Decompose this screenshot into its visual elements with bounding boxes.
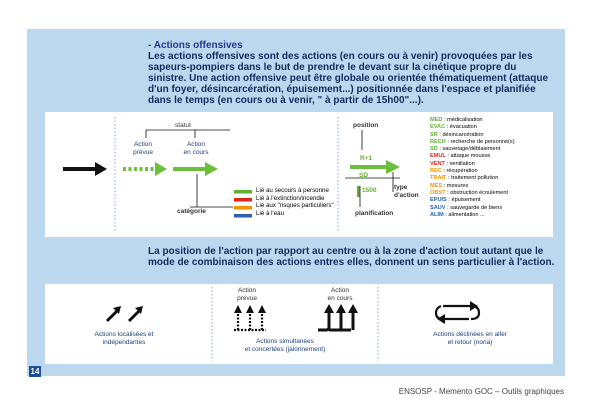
legend-item: Lié aux "risques particuliers" (256, 202, 334, 210)
action-code-item (430, 146, 555, 153)
action-code-description: : ventilation (444, 160, 475, 167)
time-marker (357, 186, 360, 197)
prevue-label (227, 287, 267, 302)
action-code-item (430, 197, 555, 204)
annotated-action-arrow-icon (350, 160, 400, 174)
statut-bracket (146, 130, 230, 138)
action-code-description: : attaque mousse (445, 153, 491, 160)
legend-item: Lié à l'eau (256, 210, 285, 218)
category-bar-blue (234, 214, 252, 218)
legend-item: Lié au secours à personne (256, 187, 329, 194)
action-code-description: : médicalisation (442, 117, 483, 123)
label-line: Action (186, 141, 206, 148)
planned-action-arrow-icon (123, 162, 167, 176)
action-code: RECH (430, 138, 446, 145)
loop-arrowhead (470, 301, 478, 311)
declinees-label (410, 331, 530, 347)
label-line: Actions simultanées (256, 338, 314, 345)
action-code-description: : désincarcération (437, 131, 484, 138)
action-code: OBST (430, 189, 446, 196)
action-code: SAUV (430, 204, 446, 211)
action-code-item (430, 190, 555, 197)
black-arrow-icon (63, 162, 107, 176)
localisees-label (74, 331, 174, 347)
action-code-description: : évacuation (445, 124, 477, 131)
label-line: Action (133, 141, 153, 148)
action-code: REC (430, 168, 442, 175)
categorie-bracket (190, 174, 233, 207)
action-code: VENT (430, 160, 445, 167)
label-line: en cours (183, 148, 209, 156)
category-legend (256, 187, 346, 218)
sd-label: SD (359, 172, 369, 179)
intro-paragraph: Les actions offensives sont des actions (en cours ou à venir) provoquées par les sapeurs-pompiers dans le but de prendre le devant sur la cinétique propre du sinistre. Une action offensive peut être globale ou orientée thématiquement (attaque d'un foyer, désincarcération, épuisement...) positionnée dans l'espace et planifiée dans le temps (en cours ou à venir, " à partir de 15h00"...). (148, 51, 549, 106)
label-line: d'action (394, 191, 419, 199)
action-code: SD (430, 146, 438, 153)
action-code-item (430, 175, 555, 182)
action-code: MED (430, 117, 443, 123)
independent-arrows-icon (107, 306, 143, 321)
action-code: MES (430, 182, 443, 189)
time-label: 1500 (362, 187, 377, 194)
action-code-item (430, 124, 555, 131)
action-code-item (430, 139, 555, 146)
en-cours-label (320, 287, 360, 302)
r1-label: R+1 (360, 155, 373, 162)
action-code-description: : traitement pollution (446, 175, 499, 182)
action-en-cours-label (178, 141, 214, 156)
action-code-description: : obstruction écoulement (445, 189, 509, 196)
label-line: Action (237, 287, 257, 294)
action-code: ALIM (430, 211, 444, 218)
action-code-item (430, 153, 555, 160)
label-line: et concertées (jalonnement) (244, 346, 326, 353)
label-line: Action (330, 287, 350, 294)
planned-simultaneous-arrows-icon (234, 305, 266, 330)
label-line: prévue (237, 294, 257, 302)
footer-text: ENSOSP - Memento GOC – Outils graphiques (398, 387, 564, 396)
action-prevue-label (126, 141, 160, 156)
action-code: EPUIS (430, 197, 447, 204)
category-bar-red (234, 198, 252, 202)
action-code-description: : recherche de personne(s) (445, 138, 515, 145)
action-code-description: : récupération (441, 168, 478, 175)
action-code-item (430, 205, 555, 212)
action-code-description: : mesures (442, 182, 469, 189)
simultanees-label (225, 338, 345, 354)
current-action-arrow-icon (173, 162, 218, 176)
section-heading: - Actions offensives (148, 40, 243, 51)
action-code-description: : alimentation ... (443, 211, 485, 218)
label-line: en cours (327, 294, 353, 302)
label-line: indépendantes (102, 339, 146, 346)
label-line: prévue (133, 148, 153, 156)
label-line: Actions déclinées en aller (433, 331, 507, 338)
action-code-description: : sauvetage/déblaiement (437, 146, 501, 153)
action-code-description: : sauvegarde de biens (445, 204, 503, 211)
statut-label: statut (175, 122, 191, 129)
category-bar-green (234, 190, 252, 194)
action-code-item (430, 117, 555, 124)
action-code-description: : épuisement (446, 197, 481, 204)
position-paragraph: La position de l'action par rapport au centre ou à la zone d'action tout autant que le mode de combinaison des actions entres elles, donnent un sens particulier à l'action. (148, 246, 555, 268)
loop-arrowhead (437, 314, 445, 324)
action-codes-list (430, 117, 555, 219)
action-code-item (430, 161, 555, 168)
planification-label: planification (355, 210, 394, 217)
page-number: 14 (30, 367, 40, 376)
category-bar-orange (234, 206, 252, 210)
current-simultaneous-arrows-icon (318, 304, 358, 330)
action-code: TRAIT (430, 175, 447, 182)
label-line: Actions localisées et (94, 331, 154, 338)
action-code: EMUL (430, 153, 446, 160)
action-code: EVAC (430, 124, 446, 131)
categorie-label: catégorie (177, 208, 206, 215)
type-action-label (394, 184, 419, 199)
legend-item: Lié à l'extinction/incendie (256, 194, 325, 202)
action-code-item (430, 168, 555, 175)
position-label: position (353, 122, 379, 129)
label-line: type (394, 184, 408, 191)
action-code: SR (430, 131, 438, 138)
label-line: et retour (noria) (447, 339, 493, 346)
action-code-item (430, 212, 555, 219)
action-code-item (430, 183, 555, 190)
action-code-item (430, 132, 555, 139)
